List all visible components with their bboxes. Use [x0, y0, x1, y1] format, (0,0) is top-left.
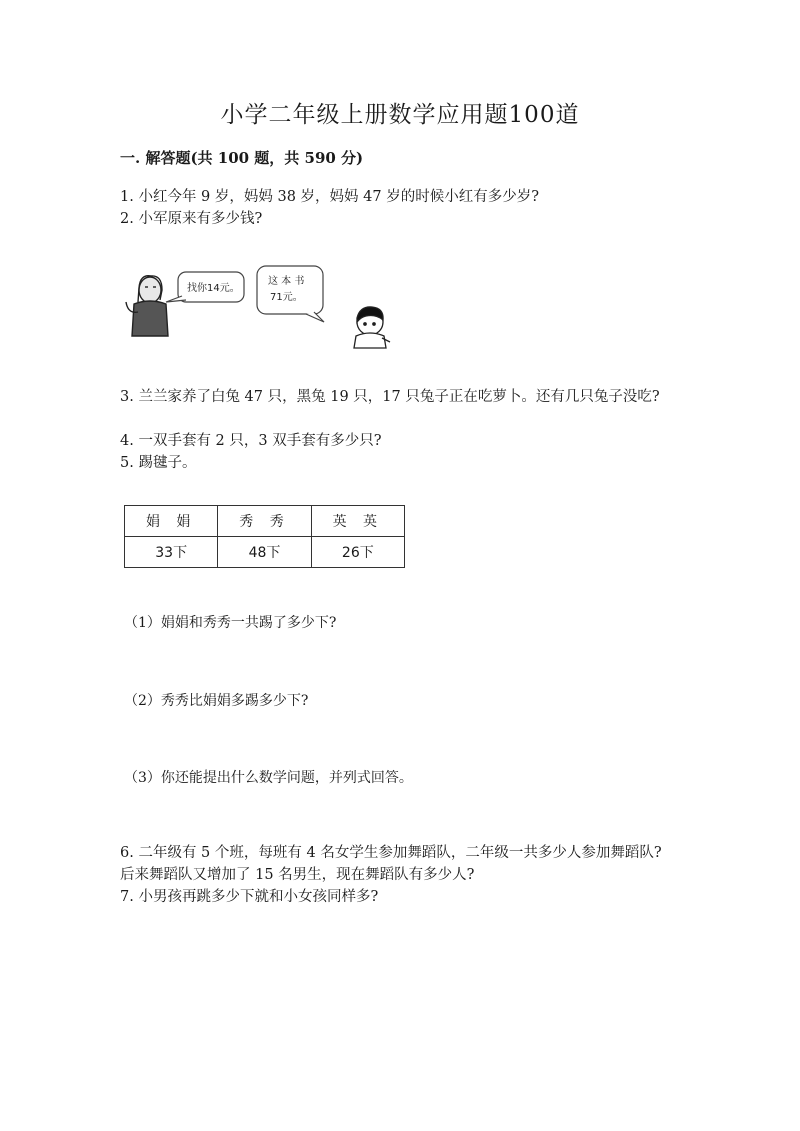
bubble-right-line2: 71元。 — [270, 292, 303, 303]
table-cell: 33下 — [125, 537, 218, 568]
bubble-right-line1: 这 本 书 — [268, 276, 305, 287]
shopping-illustration — [120, 262, 395, 352]
table-row — [125, 537, 405, 568]
section-heading: 一. 解答题(共 100 题，共 590 分) — [120, 149, 364, 167]
kick-count-table — [124, 505, 405, 568]
bubble-left-text: 找你14元。 — [187, 283, 240, 294]
table-cell: 26下 — [311, 537, 404, 568]
table-header-cell: 英 英 — [311, 506, 404, 537]
table-header-cell: 秀 秀 — [218, 506, 311, 537]
sub-question-1: （1）娟娟和秀秀一共踢了多少下? — [124, 615, 337, 631]
page-title: 小学二年级上册数学应用题100道 — [220, 102, 580, 128]
question-7: 7. 小男孩再跳多少下就和小女孩同样多? — [120, 889, 379, 905]
question-1: 1. 小红今年 9 岁，妈妈 38 岁，妈妈 47 岁的时候小红有多少岁? — [120, 189, 539, 205]
sub-question-2: （2）秀秀比娟娟多踢多少下? — [124, 693, 309, 709]
boy-figure — [354, 307, 390, 348]
question-4: 4. 一双手套有 2 只，3 双手套有多少只? — [120, 433, 382, 449]
table-header-cell: 娟 娟 — [125, 506, 218, 537]
question-5: 5. 踢毽子。 — [120, 455, 197, 471]
question-6: 6. 二年级有 5 个班，每班有 4 名女学生参加舞蹈队，二年级一共多少人参加舞蹈队? 后来舞蹈队又增加了 15 名男生，现在舞蹈队有多少人? — [120, 845, 662, 883]
table-cell: 48下 — [218, 537, 311, 568]
question-3: 3. 兰兰家养了白兔 47 只，黑兔 19 只，17 只兔子正在吃萝卜。还有几只兔子没吃? — [120, 389, 660, 405]
question-2: 2. 小军原来有多少钱? — [120, 211, 263, 227]
shopkeeper-figure — [126, 276, 168, 336]
sub-question-3: （3）你还能提出什么数学问题，并列式回答。 — [124, 770, 413, 786]
table-header-row — [125, 506, 405, 537]
